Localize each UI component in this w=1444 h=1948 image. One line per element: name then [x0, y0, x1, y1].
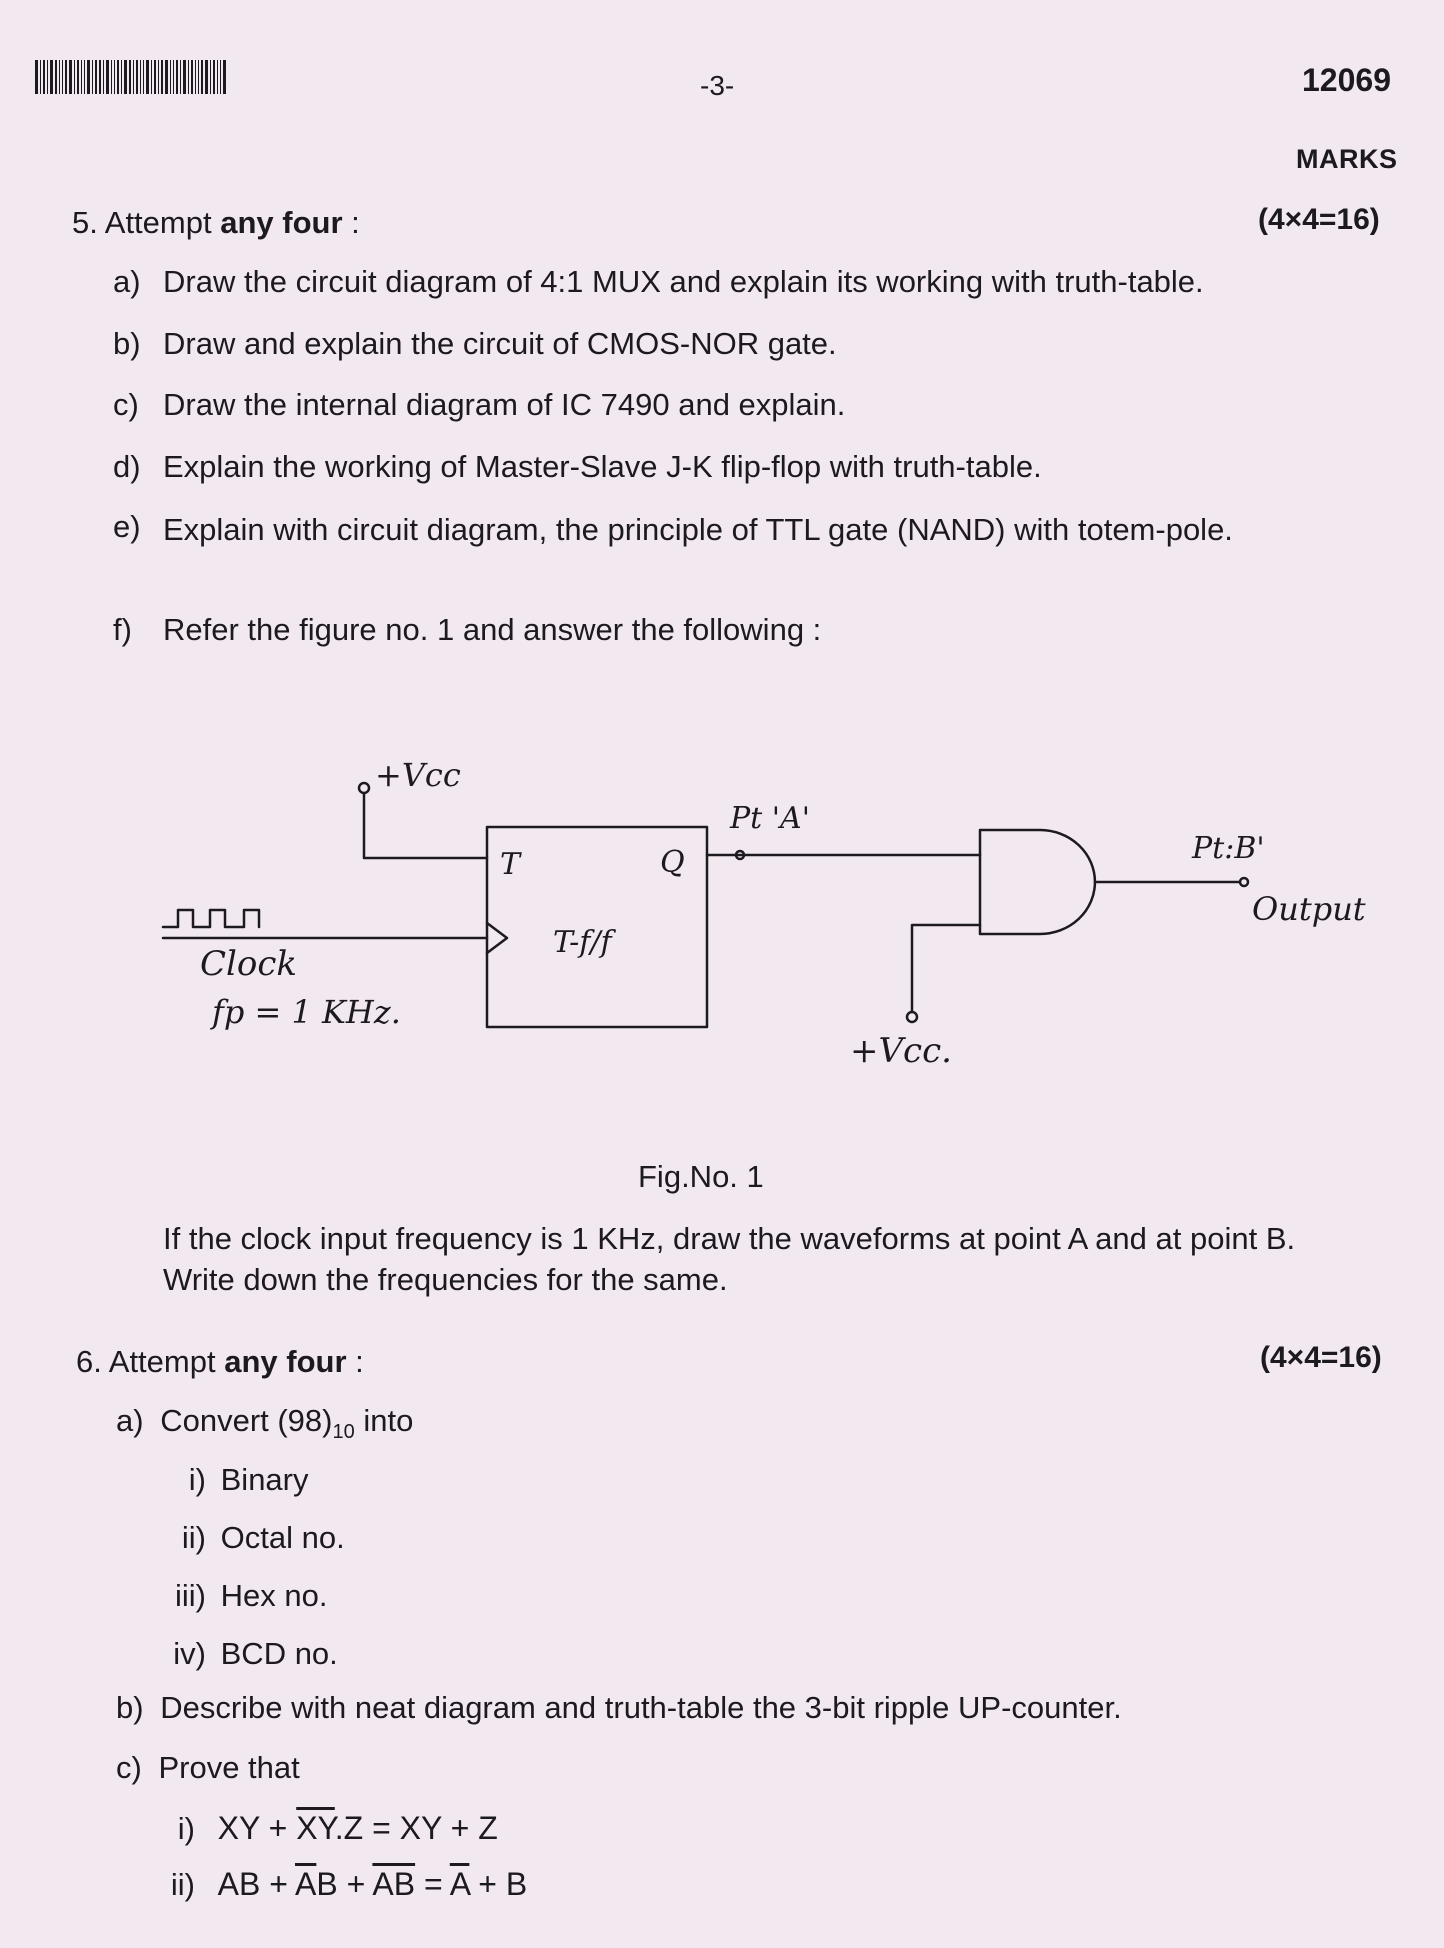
item-text: Refer the figure no. 1 and answer the following :: [163, 612, 822, 647]
equation-label: ii): [170, 1867, 195, 1902]
q5-number: 5.: [72, 205, 98, 240]
and-gate: [980, 830, 1095, 934]
q6-a-subitem-2: [160, 1520, 345, 1556]
equation-label: i): [177, 1811, 195, 1846]
item-label: b): [113, 326, 141, 361]
clock-waveform: [163, 910, 259, 927]
subitem-label: iii): [175, 1578, 206, 1613]
item-label: a): [116, 1403, 144, 1438]
item-label: e): [113, 509, 141, 544]
subscript-base: 10: [332, 1421, 355, 1444]
figure-caption: Fig.No. 1: [638, 1159, 764, 1194]
item-text: Draw and explain the circuit of CMOS-NOR gate.: [163, 326, 837, 361]
vcc-bottom-wire: [912, 925, 980, 1012]
vcc-bottom-node: [907, 1012, 917, 1022]
subitem-text: Hex no.: [220, 1578, 328, 1613]
item-label: f): [113, 612, 132, 647]
q6-title: [76, 1344, 364, 1380]
page-number: -3-: [700, 70, 735, 101]
q5-title-suffix: :: [351, 205, 360, 240]
point-a-label: Pt 'A': [730, 801, 810, 836]
vcc-top-node: [359, 783, 369, 793]
vcc-top-label: +Vcc: [375, 756, 461, 794]
item-text: Draw the internal diagram of IC 7490 and explain.: [163, 387, 846, 422]
t-input-label: T: [500, 847, 521, 882]
q6-marks: (4×4=16): [1260, 1341, 1382, 1374]
q6-a-subitem-1: [160, 1462, 309, 1498]
q6-title-prefix: Attempt: [108, 1344, 216, 1379]
item-text: Explain with circuit diagram, the principle of TTL gate (NAND) with totem-pole.: [163, 512, 1233, 547]
subitem-label: ii): [181, 1520, 206, 1555]
item-label: c): [113, 387, 139, 422]
item-text: Prove that: [158, 1750, 300, 1785]
subitem-text: BCD no.: [220, 1636, 338, 1671]
q6-item-a: [116, 1403, 413, 1444]
q6-a-subitem-4: [146, 1636, 338, 1672]
clock-triangle: [487, 923, 507, 953]
q6-item-c: [116, 1750, 300, 1786]
q6-title-suffix: :: [355, 1344, 364, 1379]
subitem-text: Binary: [220, 1462, 309, 1497]
q5-f-text: If the clock input frequency is 1 KHz, draw the waveforms at point A and at point B. Write down the frequencies for the same.: [163, 1221, 1296, 1297]
item-label: b): [116, 1690, 144, 1725]
vcc-to-t-wire: [364, 793, 487, 858]
q5-title-prefix: Attempt: [104, 205, 212, 240]
equation-1-expression: XY + $\overline{XY}.Z$ = XY + Z: [217, 1810, 498, 1846]
item-label: a): [113, 264, 141, 299]
vcc-bottom-label: +Vcc.: [850, 1031, 952, 1071]
q5-title-bold: any four: [220, 205, 343, 240]
equation-2-expression: AB + $\overline{A}B + \overline{AB} = \overline{A} + B$: [217, 1866, 528, 1902]
q6-a-subitem-3: [146, 1578, 327, 1614]
q6-title-bold: any four: [224, 1344, 347, 1379]
flipflop-name-label: T-f/f: [553, 925, 612, 960]
point-b-label: Pt:B': [1192, 831, 1265, 866]
point-b-node: [1240, 878, 1248, 886]
q6-c-equation-1: [165, 1810, 498, 1847]
subitem-text: Octal no.: [220, 1520, 345, 1555]
item-text-suffix: into: [354, 1403, 414, 1438]
item-text: Draw the circuit diagram of 4:1 MUX and explain its working with truth-table.: [163, 264, 1204, 299]
q-output-label: Q: [660, 845, 685, 880]
q6-number: 6.: [76, 1344, 102, 1379]
item-text: Explain the working of Master-Slave J-K flip-flop with truth-table.: [163, 449, 1042, 484]
q5-marks: (4×4=16): [1258, 203, 1380, 236]
marks-heading: MARKS: [1296, 144, 1398, 174]
clock-label: Clock: [200, 944, 298, 984]
paper-code: 12069: [1302, 62, 1391, 98]
q6-c-equation-2: [160, 1866, 527, 1903]
item-text-prefix: Convert (98): [160, 1403, 333, 1438]
output-label: Output: [1252, 890, 1366, 928]
q6-item-b: [116, 1690, 1122, 1726]
item-text: Describe with neat diagram and truth-table the 3-bit ripple UP-counter.: [160, 1690, 1122, 1725]
subitem-label: iv): [173, 1636, 206, 1671]
item-label: d): [113, 449, 141, 484]
frequency-label: fp = 1 KHz.: [212, 993, 401, 1031]
item-label: c): [116, 1750, 142, 1785]
subitem-label: i): [188, 1462, 206, 1497]
